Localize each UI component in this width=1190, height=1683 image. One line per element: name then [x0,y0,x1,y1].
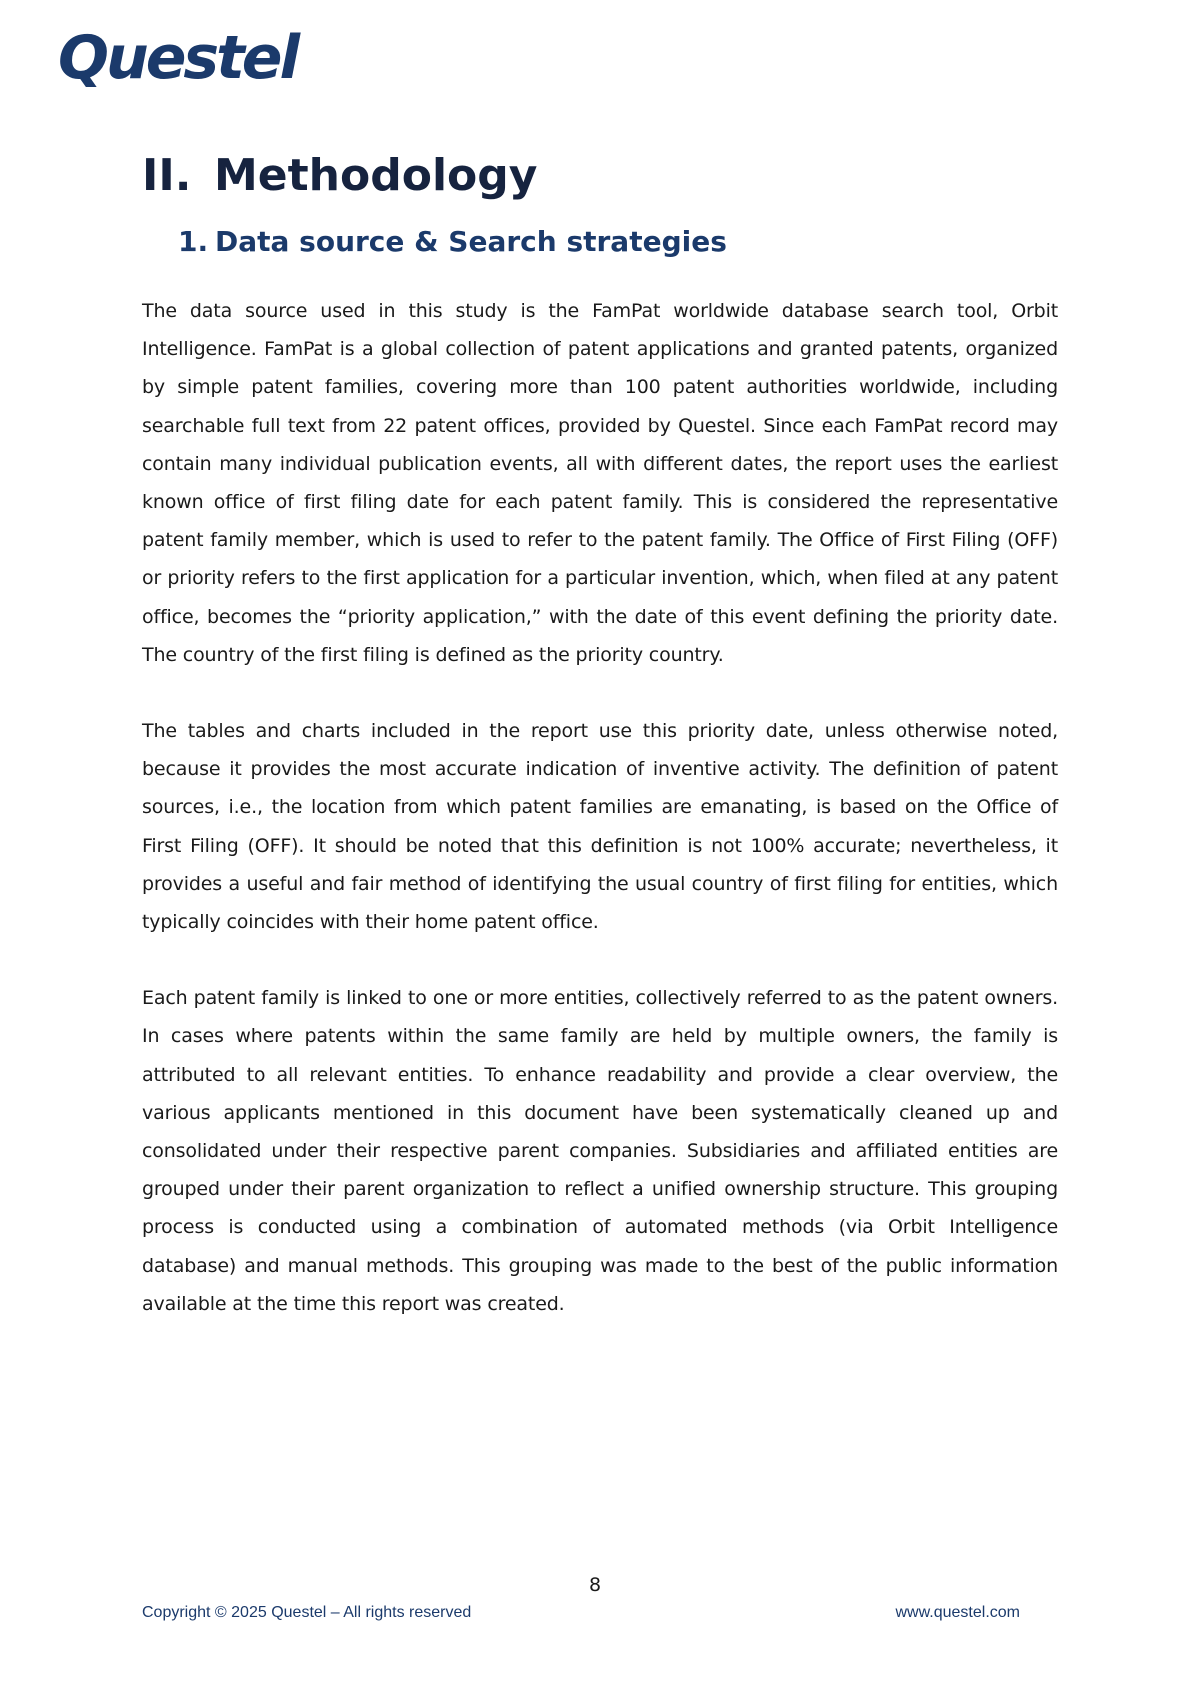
subsection-heading [178,225,727,258]
footer-website-link[interactable]: www.questel.com [895,1604,1020,1621]
page-number: 8 [588,1574,602,1596]
paragraph-patent-owners: Each patent family is linked to one or more entities, collectively referred to as the patent owners. In cases where patents within the same family are held by multiple owners, the family is attributed to all relevant entities. To enhance readability and provide a clear overview, the various applicants mentioned in this document have been systematically cleaned up and consolidated under their respective parent companies. Subsidiaries and affiliated entities are grouped under their parent organization to reflect a unified ownership structure. This grouping process is conducted using a combination of automated methods (via Orbit Intelligence database) and manual methods. This grouping was made to the best of the public information available at the time this report was created. [142,987,1058,1315]
section-number: II. [142,150,192,201]
subsection-title: Data source & Search strategies [215,225,727,258]
body-text [142,292,1058,1361]
section-heading [142,150,538,201]
section-title: Methodology [214,150,538,201]
paragraph-data-source: The data source used in this study is the FamPat worldwide database search tool, Orbit Intelligence. FamPat is a global collection of patent applications and granted patents, organized by simple patent families, covering more than 100 patent authorities worldwide, including searchable full text from 22 patent offices, provided by Questel. Since each FamPat record may contain many individual publication events, all with different dates, the report uses the earliest known office of first filing date for each patent family. This is considered the representative patent family member, which is used to refer to the patent family. The Office of First Filing (OFF) or priority refers to the first application for a particular invention, which, when filed at any patent office, becomes the “priority application,” with the date of this event defining the priority date. The country of the first filing is defined as the priority country. [142,300,1058,666]
paragraph-priority-date: The tables and charts included in the report use this priority date, unless otherwise noted, because it provides the most accurate indication of inventive activity. The definition of patent sources, i.e., the location from which patent families are emanating, is based on the Office of First Filing (OFF). It should be noted that this definition is not 100% accurate; nevertheless, it provides a useful and fair method of identifying the usual country of first filing for entities, which typically coincides with their home patent office. [142,720,1058,934]
questel-logo: Questel [58,23,298,93]
subsection-number: 1. [178,225,209,258]
footer-copyright: Copyright © 2025 Questel – All rights reserved [142,1604,472,1621]
